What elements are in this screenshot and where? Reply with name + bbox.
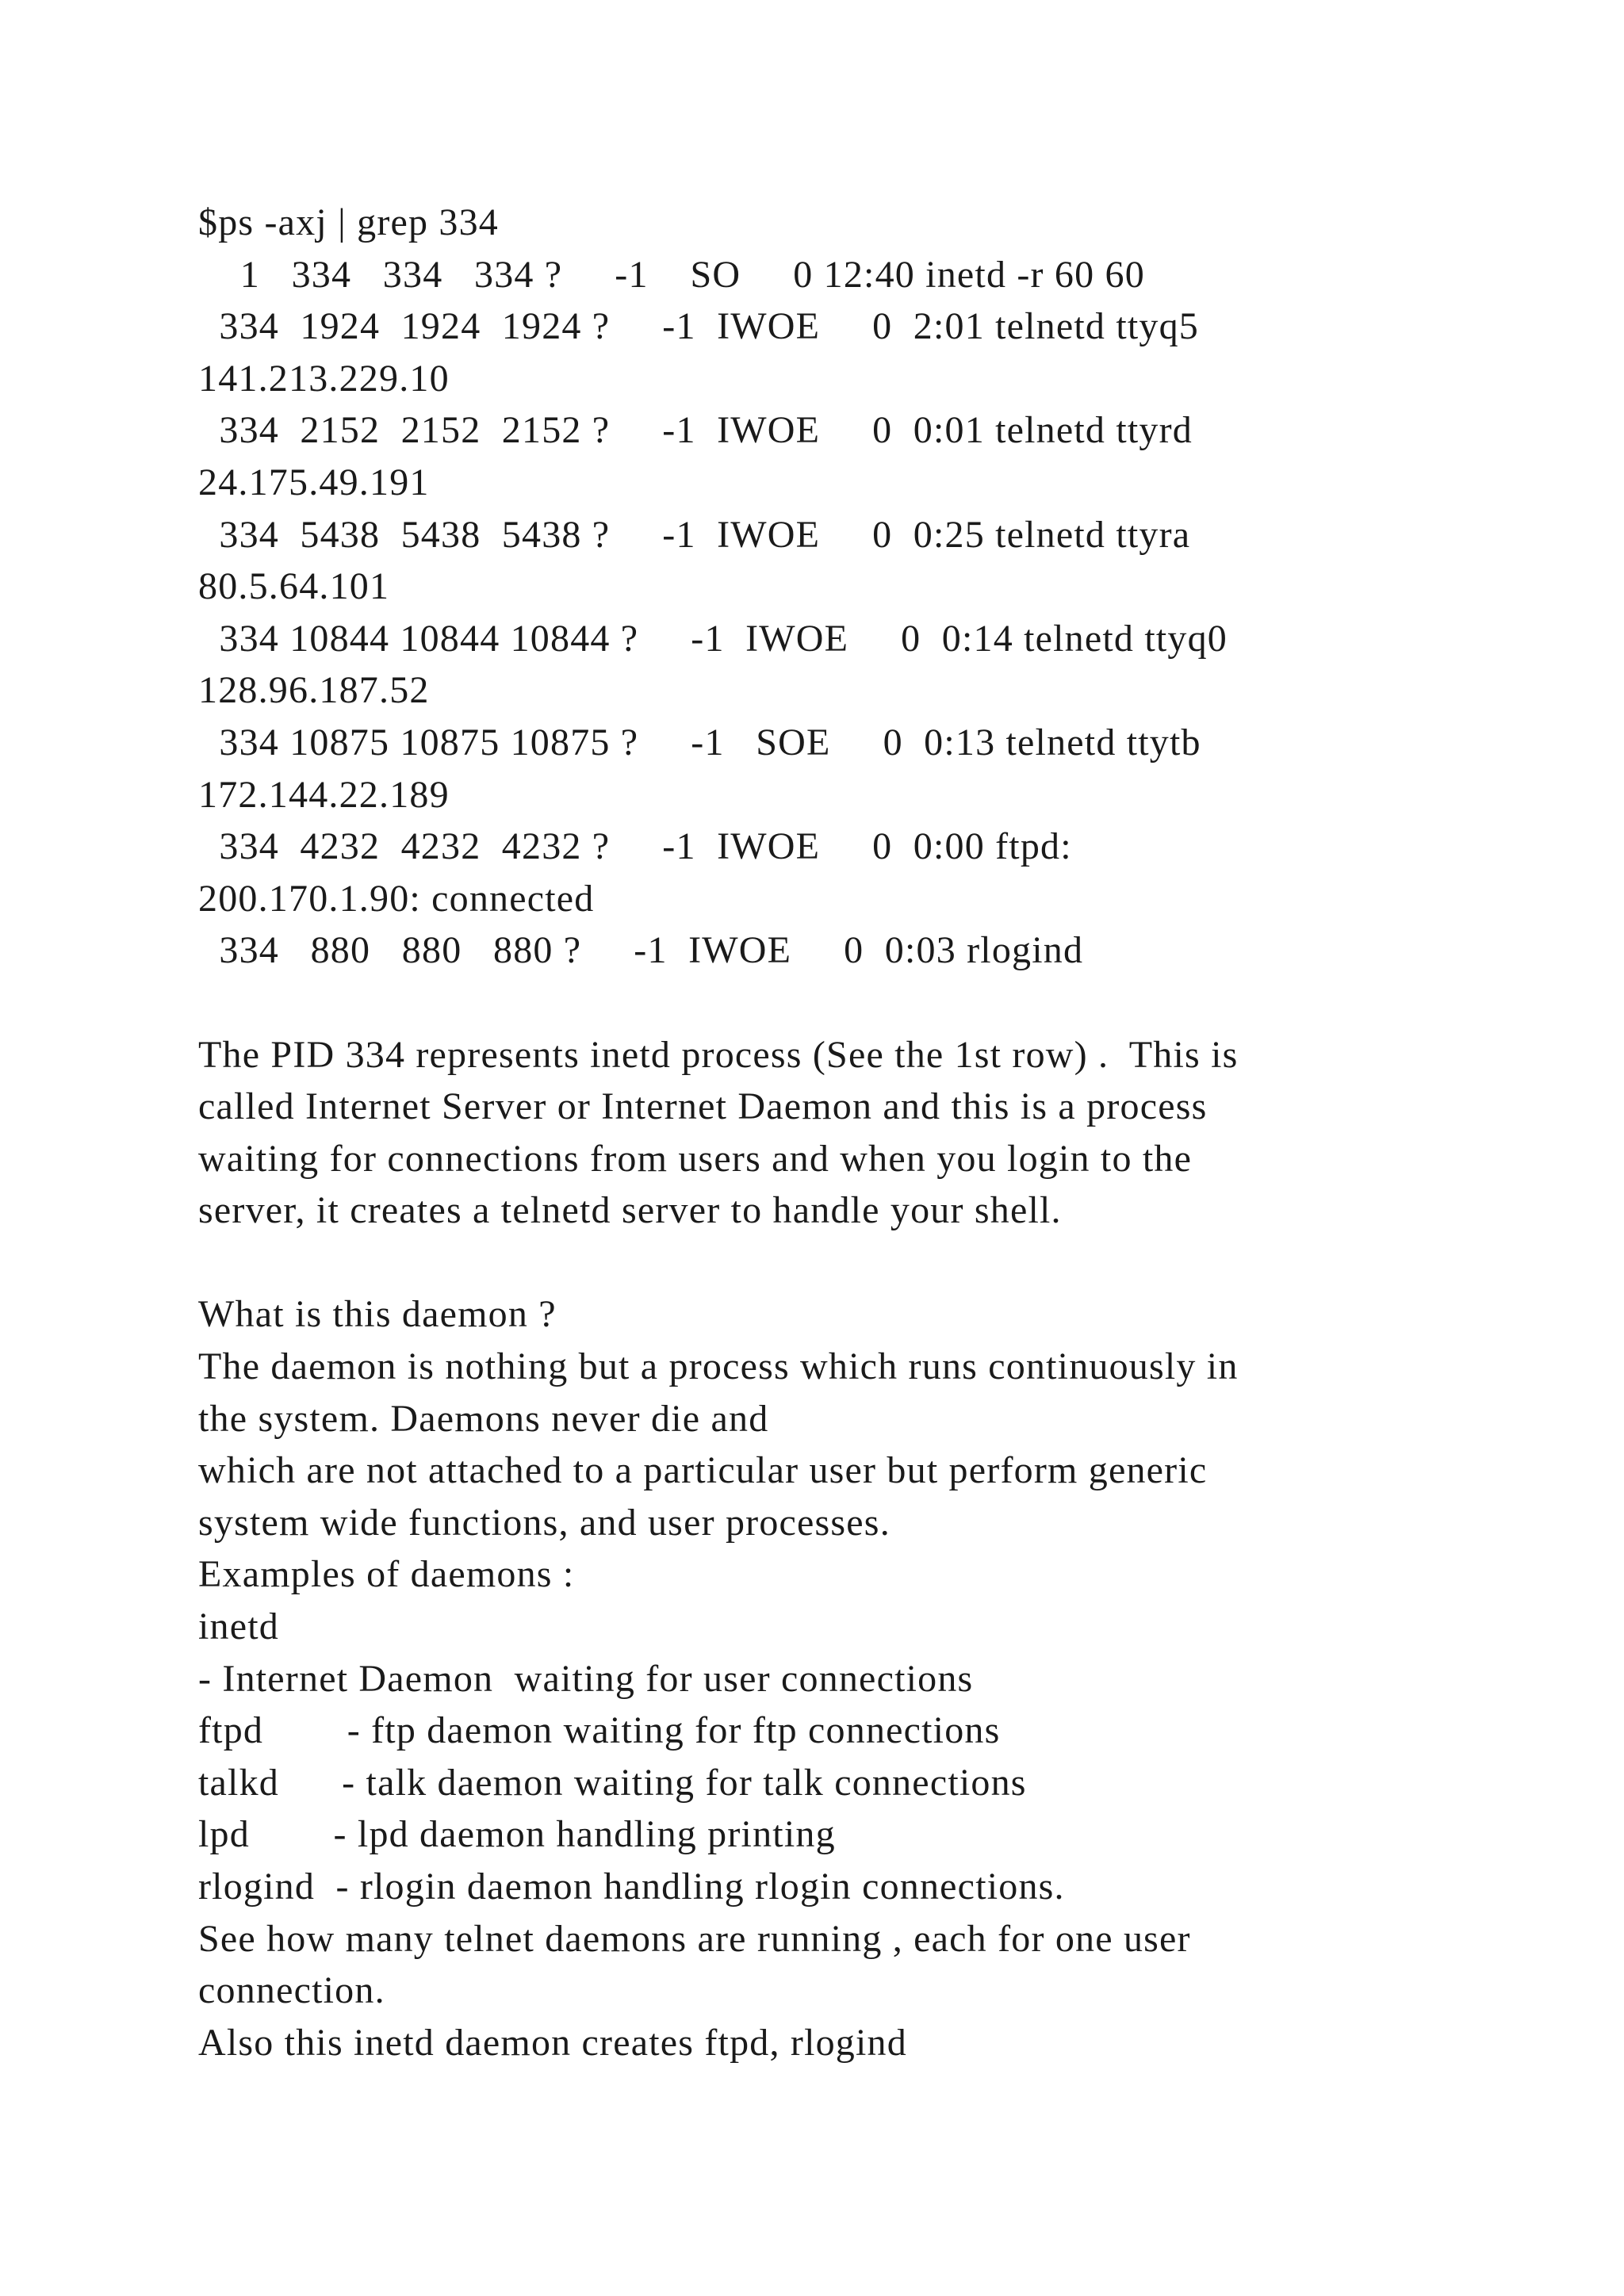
- paragraph-spacer: [198, 977, 1546, 1029]
- paragraph-line: the system. Daemons never die and: [198, 1397, 769, 1440]
- ps-row: 334 4232 4232 4232 ? -1 IWOE 0 0:00 ftpd:: [198, 825, 1072, 868]
- daemon-example: rlogind - rlogin daemon handling rlogin connections.: [198, 1866, 1065, 1908]
- explanation-paragraph: [198, 1029, 1546, 1237]
- paragraph-line: connection.: [198, 1969, 385, 2012]
- ps-row-continuation: 128.96.187.52: [198, 669, 430, 712]
- ps-row: 334 10844 10844 10844 ? -1 IWOE 0 0:14 telnetd ttyq0: [198, 617, 1228, 660]
- document-page: [198, 197, 1546, 2068]
- daemon-example: lpd - lpd daemon handling printing: [198, 1813, 836, 1856]
- daemon-example: ftpd - ftp daemon waiting for ftp connections: [198, 1709, 1001, 1752]
- daemon-example: talkd - talk daemon waiting for talk connections: [198, 1761, 1027, 1804]
- ps-output-block: [198, 197, 1546, 977]
- ps-row-continuation: 141.213.229.10: [198, 357, 450, 400]
- paragraph-line: The daemon is nothing but a process which runs continuously in: [198, 1345, 1239, 1388]
- ps-row-continuation: 172.144.22.189: [198, 773, 450, 816]
- daemon-example: - Internet Daemon waiting for user connections: [198, 1657, 974, 1700]
- ps-row-continuation: 80.5.64.101: [198, 565, 390, 608]
- ps-row: 334 5438 5438 5438 ? -1 IWOE 0 0:25 telnetd ttyra: [198, 513, 1191, 556]
- paragraph-line: Also this inetd daemon creates ftpd, rlogind: [198, 2021, 907, 2064]
- ps-row: 334 2152 2152 2152 ? -1 IWOE 0 0:01 telnetd ttyrd: [198, 409, 1193, 452]
- daemon-section: [198, 1288, 1546, 2068]
- ps-row: 334 10875 10875 10875 ? -1 SOE 0 0:13 telnetd ttytb: [198, 721, 1201, 763]
- paragraph-line: system wide functions, and user processes.: [198, 1501, 891, 1544]
- paragraph-line: server, it creates a telnetd server to handle your shell.: [198, 1189, 1062, 1232]
- paragraph-line: The PID 334 represents inetd process (See the 1st row) . This is: [198, 1033, 1239, 1076]
- ps-row: 1 334 334 334 ? -1 SO 0 12:40 inetd -r 60 60: [198, 253, 1145, 296]
- ps-row-continuation: 24.175.49.191: [198, 461, 430, 503]
- paragraph-line: See how many telnet daemons are running , each for one user: [198, 1917, 1191, 1960]
- examples-heading: Examples of daemons :: [198, 1553, 575, 1596]
- ps-command: $ps -axj | grep 334: [198, 201, 500, 243]
- paragraph-spacer: [198, 1237, 1546, 1289]
- ps-row: 334 1924 1924 1924 ? -1 IWOE 0 2:01 telnetd ttyq5: [198, 305, 1199, 348]
- ps-row-continuation: 200.170.1.90: connected: [198, 877, 595, 920]
- paragraph-line: called Internet Server or Internet Daemon and this is a process: [198, 1085, 1208, 1128]
- section-heading: What is this daemon ?: [198, 1293, 557, 1336]
- paragraph-line: waiting for connections from users and when you login to the: [198, 1137, 1193, 1180]
- paragraph-line: which are not attached to a particular user but perform generic: [198, 1449, 1208, 1492]
- ps-row: 334 880 880 880 ? -1 IWOE 0 0:03 rlogind: [198, 929, 1084, 972]
- daemon-example: inetd: [198, 1605, 279, 1648]
